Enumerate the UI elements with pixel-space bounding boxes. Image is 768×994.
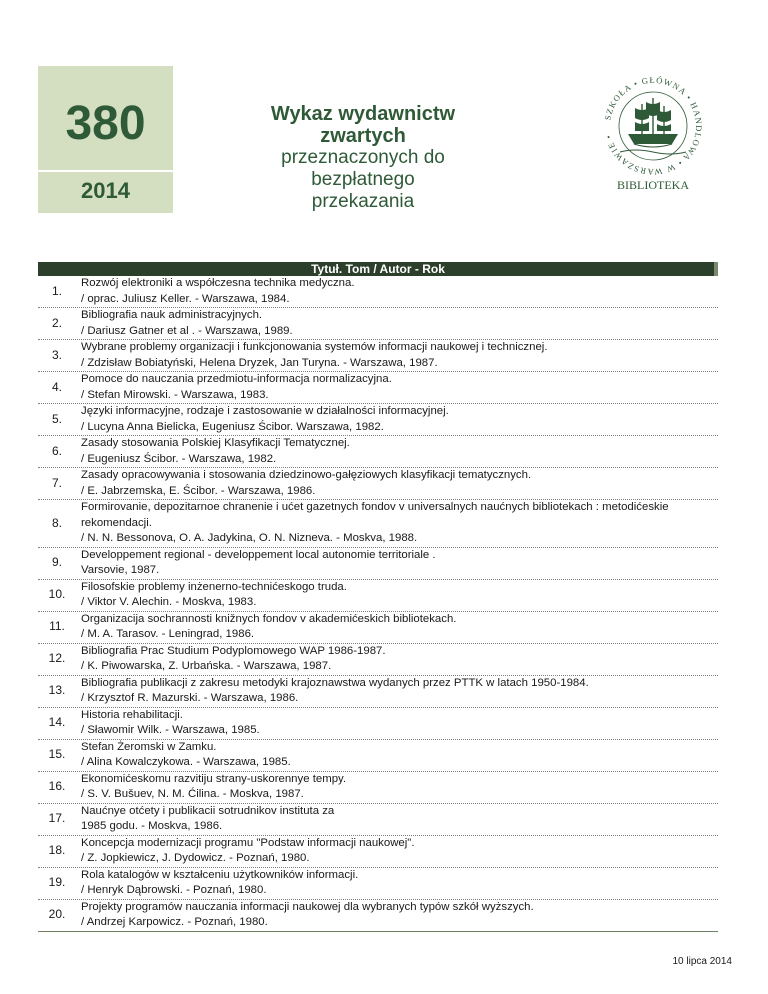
divider — [38, 170, 173, 172]
table-row — [38, 548, 718, 580]
row-number: 18. — [48, 843, 66, 858]
row-entry: Naućnye otćety i publikacii sotrudnikov instituta za 1985 godu. - Moskva, 1986. — [81, 804, 335, 832]
page-title — [228, 103, 498, 213]
row-number: 9. — [51, 555, 62, 570]
table-row — [38, 868, 718, 900]
row-number: 4. — [51, 379, 62, 394]
row-number: 5. — [51, 411, 62, 426]
table-row — [38, 340, 718, 372]
row-entry: Historia rehabilitacji. / Sławomir Wilk. - Warszawa, 1985. — [81, 708, 260, 736]
row-entry: Rozwój elektroniki a współczesna technika medyczna. / oprac. Juliusz Keller. - Warszawa, 1984. — [81, 277, 355, 305]
row-number: 19. — [48, 875, 66, 890]
svg-text:SZKOŁA • GŁÓWNA • HANDLOWA • W: SZKOŁA • GŁÓWNA • HANDLOWA • W WARSZAWIE • — [602, 74, 705, 178]
table-row — [38, 372, 718, 404]
table-row — [38, 276, 718, 308]
table-row — [38, 612, 718, 644]
row-number: 2. — [51, 315, 62, 330]
row-number: 3. — [51, 347, 62, 362]
table-row — [38, 644, 718, 676]
row-entry: Bibliografia Prac Studium Podyplomowego WAP 1986-1987. / K. Piwowarska, Z. Urbańska. - Warszawa, 1987. — [81, 644, 386, 672]
row-entry: Organizacija sochrannosti knižnych fondov v akademićeskich bibliotekach. / M. A. Tarasov. - Leningrad, 1986. — [81, 612, 457, 640]
row-number: 13. — [48, 683, 66, 698]
row-number: 11. — [49, 619, 65, 634]
logo-caption: BIBLIOTEKA — [617, 178, 689, 192]
row-entry: Developpement regional - developpement local autonomie territoriale . Varsovie, 1987. — [81, 548, 436, 576]
title-line-1: Wykaz wydawnictw zwartych — [270, 103, 456, 147]
issue-year: 2014 — [81, 178, 130, 203]
row-number: 16. — [48, 779, 66, 794]
row-entry: Rola katalogów w kształceniu użytkowników informacji. / Henryk Dąbrowski. - Poznań, 1980. — [81, 868, 359, 896]
table-row — [38, 836, 718, 868]
table-row — [38, 676, 718, 708]
row-entry: Formirovanie, depozitarnoe chranenie i ućet gazetnych fondov v universalnych naućnych bibliotekach : metodićeskie rekomendacji. / N. N. Bessonova, O. A. Jadykina, O. N. Nizneva. - Moskva, 1988. — [81, 501, 669, 544]
row-number: 17. — [48, 811, 66, 826]
title-line-3: przekazania — [311, 191, 415, 212]
row-entry: Bibliografia nauk administracyjnych. / Dariusz Gatner et al . - Warszawa, 1989. — [81, 309, 293, 337]
table-row — [38, 708, 718, 740]
table-row — [38, 804, 718, 836]
header-cap — [714, 262, 718, 276]
row-entry: Filosofskie problemy inżenerno-technićeskogo truda. / Viktor V. Alechin. - Moskva, 1983. — [81, 580, 347, 608]
table-row — [38, 900, 718, 932]
row-entry: Zasady stosowania Polskiej Klasyfikacji Tematycznej. / Eugeniusz Ścibor. - Warszawa, 1982. — [81, 437, 350, 465]
row-number: 15. — [48, 747, 66, 762]
row-number: 8. — [51, 515, 62, 530]
table-row — [38, 468, 718, 500]
row-number: 12. — [48, 651, 66, 666]
table-row — [38, 308, 718, 340]
table-row — [38, 772, 718, 804]
publication-list — [38, 276, 718, 932]
table-header-label: Tytuł. Tom / Autor - Rok — [311, 262, 445, 276]
sgh-library-logo — [590, 68, 716, 198]
row-entry: Języki informacyjne, rodzaje i zastosowanie w działalności informacyjnej. / Lucyna Anna Bielicka, Eugeniusz Ścibor. Warszawa, 1982. — [81, 405, 449, 433]
title-line-2: przeznaczonych do bezpłatnego — [281, 147, 445, 190]
issue-number: 380 — [65, 97, 146, 150]
table-row — [38, 436, 718, 468]
row-entry: Projekty programów nauczania informacji naukowej dla wybranych typów szkół wyższych. / Andrzej Karpowicz. - Poznań, 1980. — [81, 900, 534, 928]
row-entry: Zasady opracowywania i stosowania dziedzinowo-gałęziowych klasyfikacji tematycznych. / E. Jabrzemska, E. Ścibor. - Warszawa, 1986. — [81, 469, 532, 497]
row-entry: Ekonomićeskomu razvitiju strany-uskorennye tempy. / S. V. Bušuev, N. M. Ćilina. - Moskva, 1987. — [81, 772, 347, 800]
table-row — [38, 500, 718, 548]
row-entry: Wybrane problemy organizacji i funkcjonowania systemów informacji naukowej i technicznej. / Zdzisław Bobiatyński, Helena Dryzek, Jan Turyna. - Warszawa, 1987. — [81, 341, 548, 369]
table-row — [38, 740, 718, 772]
table-header — [38, 262, 718, 276]
table-row — [38, 404, 718, 436]
row-number: 20. — [48, 907, 66, 922]
row-entry: Stefan Żeromski w Zamku. / Alina Kowalczykowa. - Warszawa, 1985. — [81, 740, 291, 768]
row-entry: Bibliografia publikacji z zakresu metodyki krajoznawstwa wydanych przez PTTK w latach 1950-1984. / Krzysztof R. Mazurski. - Warszawa, 1986. — [81, 676, 589, 704]
table-row — [38, 580, 718, 612]
row-number: 7. — [51, 475, 62, 490]
row-number: 6. — [51, 443, 62, 458]
row-number: 14. — [48, 715, 66, 730]
row-entry: Koncepcja modernizacji programu "Podstaw informacji naukowej". / Z. Jopkiewicz, J. Dydowicz. - Poznań, 1980. — [81, 836, 415, 864]
row-entry: Pomoce do nauczania przedmiotu-informacja normalizacyjna. / Stefan Mirowski. - Warszawa, 1983. — [81, 373, 392, 401]
row-number: 1. — [51, 283, 62, 298]
row-number: 10. — [48, 587, 66, 602]
footer-date: 10 lipca 2014 — [672, 956, 732, 967]
issue-number-box — [38, 66, 173, 213]
